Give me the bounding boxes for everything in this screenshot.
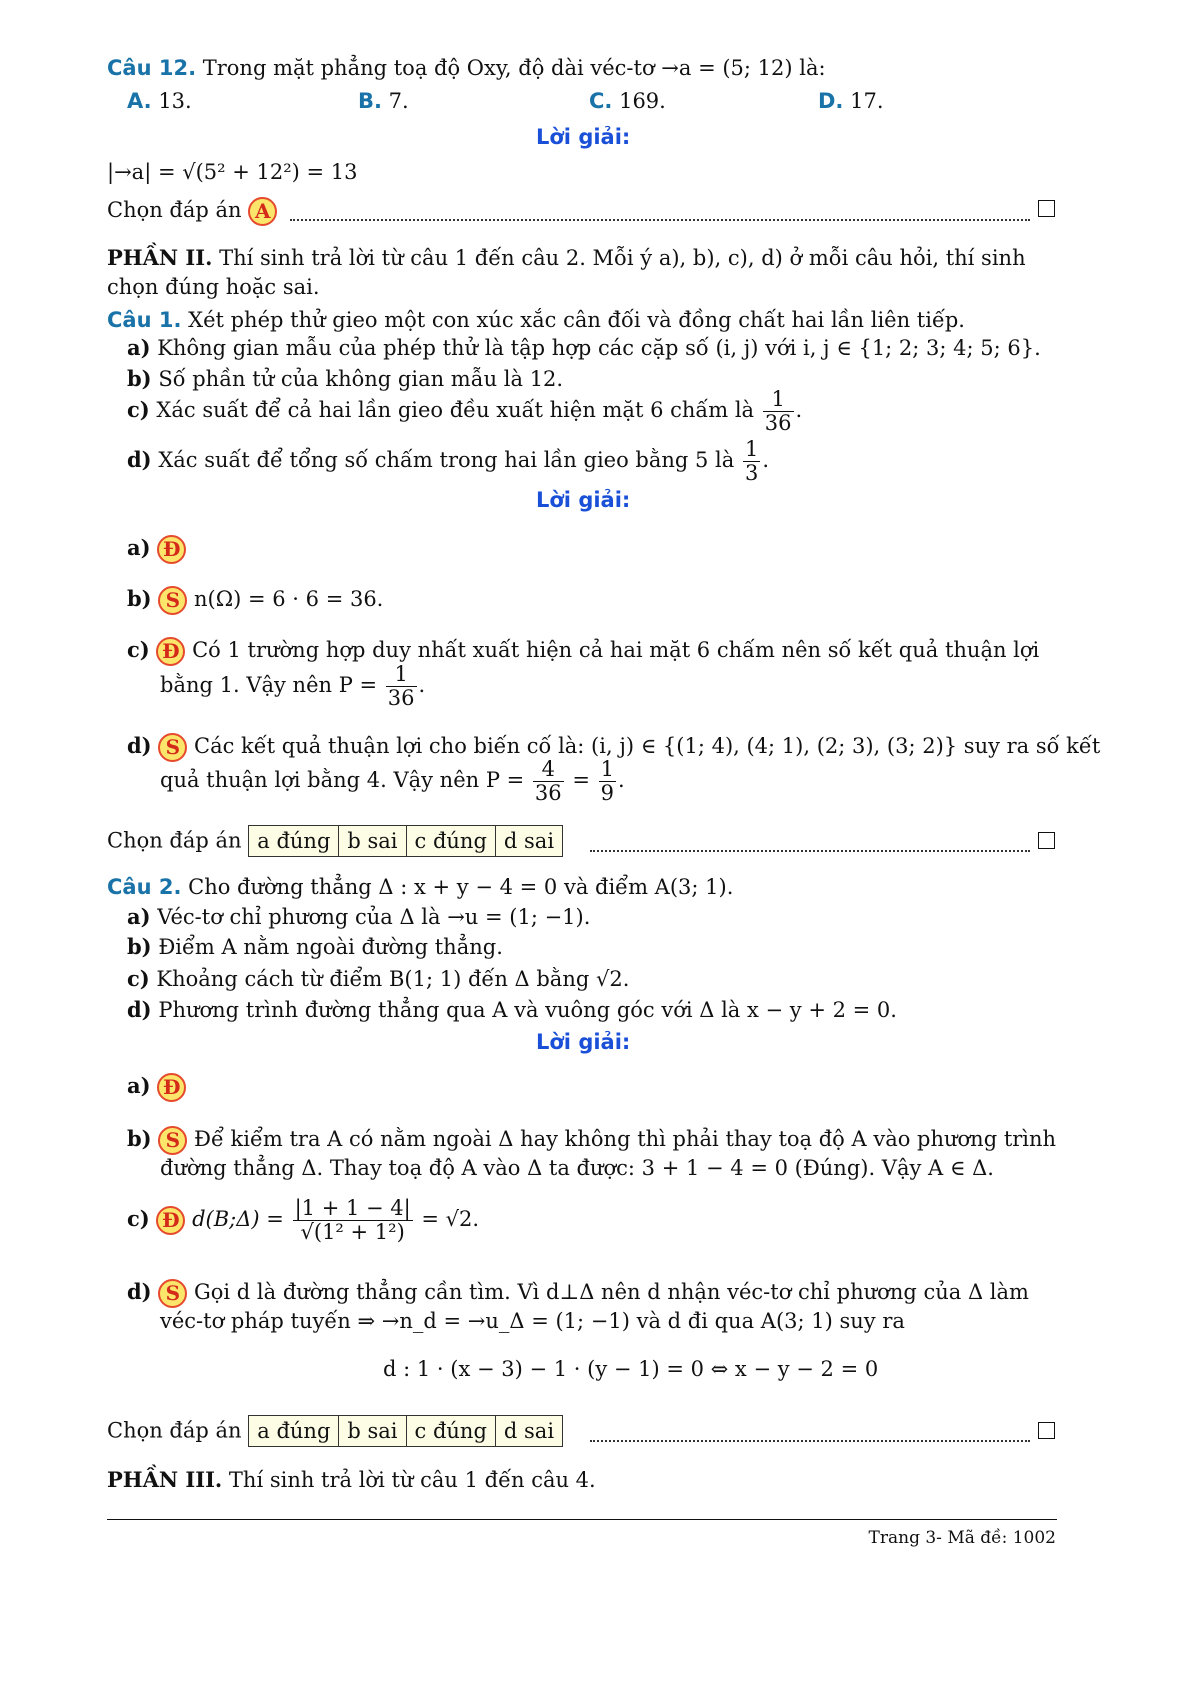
display-equation: d : 1 · (x − 3) − 1 · (y − 1) = 0 ⇔ x − y − 2 = 0	[383, 1357, 879, 1381]
answer-mark: Đ	[157, 1073, 186, 1102]
solution-b: b) S Để kiểm tra A có nằm ngoài Δ hay không thì phải thay toạ độ A vào phương trình	[127, 1126, 1056, 1155]
answer-box: a đúng b sai c đúng d sai	[248, 1415, 563, 1447]
solution-d: d) S Gọi d là đường thẳng cần tìm. Vì d⊥Δ nên d nhận véc-tơ chỉ phương của Δ làm	[127, 1279, 1029, 1308]
answer-mark: S	[158, 586, 187, 615]
solution-d-line2: quả thuận lợi bằng 4. Vậy nên P = $\frac{4}{36}$ = $\frac{1}{9}$ .	[160, 757, 625, 806]
solution-a: a) Đ	[127, 1073, 186, 1102]
fraction: $\frac{1}{36}$	[764, 387, 792, 436]
fraction: $\frac{|1 + 1 - 4|}{\text{√(1² + 1²)}}$	[294, 1196, 411, 1245]
solution-heading: Lời giải:	[536, 1030, 631, 1054]
solution-c: c) Đ Có 1 trường hợp duy nhất xuất hiện cả hai mặt 6 chấm nên số kết quả thuận lợi	[127, 637, 1039, 666]
solution-b: b) S n(Ω) = 6 · 6 = 36.	[127, 586, 383, 615]
qed-box	[1038, 832, 1055, 849]
question-12-stem	[107, 56, 826, 81]
answer-mark: S	[158, 733, 187, 762]
option-b: B. 7.	[358, 89, 409, 113]
question-1-stem: Câu 1. Xét phép thử gieo một con xúc xắc cân đối và đồng chất hai lần liên tiếp.	[107, 308, 965, 332]
option-d: D. 17.	[818, 89, 884, 113]
answer-box: a đúng b sai c đúng d sai	[248, 825, 563, 857]
page-footer: Trang 3- Mã đề: 1002	[868, 1528, 1056, 1548]
part-3-intro: PHẦN III. Thí sinh trả lời từ câu 1 đến câu 4.	[107, 1467, 596, 1492]
question-1-item-c: c) Xác suất để cả hai lần gieo đều xuất hiện mặt 6 chấm là $\frac{1}{36}$ .	[127, 387, 803, 436]
question-2-item-d: d) Phương trình đường thẳng qua A và vuông góc với Δ là x − y + 2 = 0.	[127, 997, 897, 1022]
qed-box	[1038, 1422, 1055, 1439]
solution-a: a) Đ	[127, 535, 186, 564]
question-label: Câu 1.	[107, 308, 182, 332]
question-1-item-d: d) Xác suất để tổng số chấm trong hai lần gieo bằng 5 là $\frac{1}{3}$ .	[127, 437, 770, 486]
dotted-leader	[590, 1440, 1030, 1442]
answer-mark: S	[158, 1279, 187, 1308]
solution-c-line2: bằng 1. Vậy nên P = $\frac{1}{36}$ .	[160, 662, 426, 711]
option-a: A. 13.	[127, 89, 192, 113]
choose-answer: Chọn đáp án A	[107, 197, 277, 226]
solution-heading: Lời giải:	[536, 488, 631, 512]
question-label: Câu 2.	[107, 875, 182, 899]
answer-mark: Đ	[156, 637, 185, 666]
answer-mark: S	[158, 1126, 187, 1155]
part-heading: PHẦN II.	[107, 245, 213, 270]
solution-formula: |→a| = √(5² + 12²) = 13	[107, 160, 358, 184]
part-heading: PHẦN III.	[107, 1467, 223, 1492]
question-2-stem: Câu 2. Cho đường thẳng Δ : x + y − 4 = 0 và điểm A(3; 1).	[107, 875, 734, 899]
question-2-item-c: c) Khoảng cách từ điểm B(1; 1) đến Δ bằng √2.	[127, 966, 630, 991]
footer-rule	[107, 1519, 1057, 1520]
solution-heading: Lời giải:	[536, 125, 631, 149]
question-1-item-a: a) Không gian mẫu của phép thử là tập hợp các cặp số (i, j) với i, j ∈ {1; 2; 3; 4; 5; 6}.	[127, 335, 1041, 360]
solution-d: d) S Các kết quả thuận lợi cho biến cố là: (i, j) ∈ {(1; 4), (4; 1), (2; 3), (3; 2)} suy ra số kết	[127, 733, 1100, 762]
fraction: $\frac{1}{36}$	[387, 662, 415, 711]
question-2-item-b: b) Điểm A nằm ngoài đường thẳng.	[127, 934, 503, 959]
dotted-leader	[290, 219, 1030, 221]
answer-mark: Đ	[157, 535, 186, 564]
question-1-item-b: b) Số phần tử của không gian mẫu là 12.	[127, 366, 564, 391]
question-2-item-a: a) Véc-tơ chỉ phương của Δ là →u = (1; −1).	[127, 904, 591, 929]
choose-answer: Chọn đáp án a đúng b sai c đúng d sai	[107, 825, 563, 857]
question-label: Câu 12.	[107, 56, 197, 80]
answer-mark: Đ	[156, 1206, 185, 1235]
option-c: C. 169.	[589, 89, 666, 113]
part-2-intro: PHẦN II. Thí sinh trả lời từ câu 1 đến câu 2. Mỗi ý a), b), c), d) ở mỗi câu hỏi, thí sinh	[107, 245, 1026, 270]
solution-b-line2: đường thẳng Δ. Thay toạ độ A vào Δ ta được: 3 + 1 − 4 = 0 (Đúng). Vậy A ∈ Δ.	[160, 1156, 994, 1180]
solution-d-line2: véc-tơ pháp tuyến ⇒ →n_d = →u_Δ = (1; −1) và d đi qua A(3; 1) suy ra	[160, 1309, 905, 1333]
question-text: Trong mặt phẳng toạ độ Oxy, độ dài véc-tơ →a = (5; 12) là:	[202, 56, 826, 80]
solution-c: c) Đ d(B;Δ) = $\frac{|1 + 1 - 4|}{\text{√(1² + 1²)}}$ = √2.	[127, 1196, 480, 1245]
qed-box	[1038, 200, 1055, 217]
fraction: $\frac{4}{36}$	[534, 757, 562, 806]
fraction: $\frac{1}{3}$	[744, 437, 759, 486]
part-2-intro-line2: chọn đúng hoặc sai.	[107, 275, 320, 299]
answer-mark: A	[248, 197, 277, 226]
fraction: $\frac{1}{9}$	[600, 757, 614, 806]
choose-answer: Chọn đáp án a đúng b sai c đúng d sai	[107, 1415, 563, 1447]
dotted-leader	[590, 850, 1030, 852]
